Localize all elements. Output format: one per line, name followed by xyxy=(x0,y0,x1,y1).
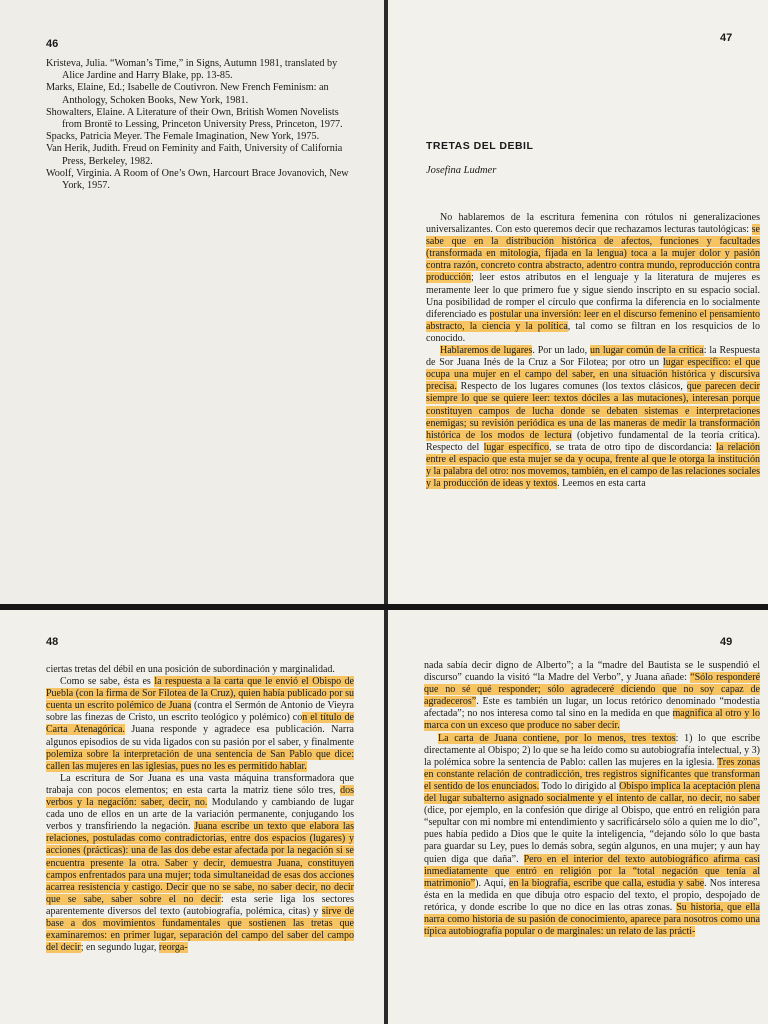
chapter-title: TRETAS DEL DEBIL xyxy=(426,140,534,152)
page-48 xyxy=(0,610,384,1024)
highlight: Juana escribe un texto que elabora las relaciones, postuladas como contradictorias, entre dos espacios (lugares) y acciones (prácticas): una de las dos debe estar afectada por la negación si se encuentra presente la otra. Saber y decir, demuestra Juana, constituyen campos enfrentados para una mujer; toda simultaneidad de esas dos acciones acarrea resistencia y castigo. Decir que no se sabe, no saber decir, no decir que se sabe, saber sobre el no decir xyxy=(46,821,354,905)
paragraph: La carta de Juana contiene, por lo menos, tres textos: 1) lo que escribe directamente al Obispo; 2) lo que se ha leído como su autobiografía intelectual, y 3) la polémica sobre la sentencia de Pablo: callen las mujeres en la iglesia. Tres zonas en constante relación de contradicción, tres registros significantes que transforman el sentido de los enunciados. Todo lo dirigido al Obispo implica la aceptación plena del lugar subalterno asignado socialmente y el intento de callar, no decir, no saber (dice, por ejemplo, en la confesión que dirige al Obispo, que entró en religión para “sepultar con mi nombre mi entendimiento y sacrificárselo sólo a quien me lo dio”, pues había pedido a Dios que le quite la inteligencia, “dejando sólo lo que basta para guardar su Ley, pues lo demás sobra, según algunos, en una mujer; y aun hay quien diga que daña”. Pero en el interior del texto autobiográfico afirma casi inmediatamente que entró en religión por la “total negación que tenía al matrimonio”). Aquí, en la biografía, escribe que calla, estudia y sabe. Nos interesa ésta en la medida en que dibuja otro espacio del texto, el propio, despojado de retórica, y donde escribe lo que no dice en las otras zonas. Su historia, que ella narra como historia de su pasión de conocimiento, aparece para nosotros como una típica autobiografía popular o de marginales: un relato de las prácti- xyxy=(424,732,761,938)
highlight: Su historia, que ella narra como historia de su pasión de conocimiento, aparece para nosotros como una típica autobiografía popular o de marginales: un relato de las prácti- xyxy=(424,901,760,938)
bibliography-entry: Van Herik, Judith. Freud on Feminity and Faith, University of California Press, Berkeley, 1982. xyxy=(46,143,343,167)
bibliography-entry: Marks, Elaine, Ed.; Isabelle de Coutivron. New French Feminism: an Anthology, Schoken Books, New York, 1981. xyxy=(46,82,329,106)
highlight: que parecen decir siempre lo que se quiere leer: textos dóciles a las mutaciones), interesan porque constituyen campos de lucha donde se debaten sistemas e interpretaciones enemigas; su revisión periódica es una de las maneras de medir la transformación histórica de los modos de lectura xyxy=(426,381,761,441)
highlight: n el título de Carta Atenagórica. xyxy=(46,712,354,736)
highlight: la respuesta a la carta que le envió el Obispo de Puebla (con la firma de Sor Filotea de la Cruz), quien había publicado por su cuenta un escrito polémico de Juana xyxy=(46,676,354,712)
highlight: toca a la mujer dolor y pasión contra razón, concreto contra abstracto, adentro contra mundo, reproducción contra producción xyxy=(426,248,760,284)
page-number: 46 xyxy=(46,38,59,50)
highlight: Obispo implica la aceptación plena del lugar subalterno asignado socialmente y el intento de callar, no decir, no saber xyxy=(424,780,761,805)
highlight: Hablaremos de lugares xyxy=(440,345,533,357)
highlight: sirve de base a dos movimientos fundamentales que sostienen las tretas que examinaremos: en primer lugar, separación del campo del saber del campo del decir xyxy=(46,905,354,954)
paragraph: Hablaremos de lugares. Por un lado, un lugar común de la crítica: la Respuesta de Sor Juana Inés de la Cruz a Sor Filotea; por otro un lugar específico: el que ocupa una mujer en el campo del saber, en una situación histórica y discursiva precisa. Respecto de los lugares comunes (los textos clásicos, que parecen decir siempre lo que se quiere leer: textos dóciles a las mutaciones), interesan porque constituyen campos de lucha donde se debaten sistemas e interpretaciones enemigas; su revisión periódica es una de las maneras de medir la transformación histórica de los modos de lectura (objetivo fundamental de la teoría crítica). Respecto del lugar específico, se trata de otro tipo de discordancia: la relación entre el espacio que esta mujer se da y ocupa, frente al que le otorga la institución y la palabra del otro: nos movemos, también, en el campo de las relaciones sociales y la producción de ideas y textos. Leemos en esta carta xyxy=(426,345,761,490)
page-number: 48 xyxy=(46,636,59,648)
page-46 xyxy=(0,0,384,604)
paragraph: No hablaremos de la escritura femenina con rótulos ni generalizaciones universalizantes. Con esto queremos decir que rechazamos lecturas tautológicas: se sabe que en la distribución histórica de afectos, funciones y facultades (transformada en mitología, fijada en la lengua) toca a la mujer dolor y pasión contra razón, concreto contra abstracto, adentro contra mundo, reproducción contra producción; leer estos atributos en el lenguaje y la literatura de mujeres es meramente leer lo que primero fue y sigue siendo inscripto en su espacio social. Una posibilidad de romper el círculo que confirma la diferencia en lo socialmente diferenciado es postular una inversión: leer en el discurso femenino el pensamiento abstracto, la ciencia y la política, tal como se filtran en los resquicios de lo conocido. xyxy=(426,212,760,344)
page-number: 49 xyxy=(720,636,733,648)
paragraph: La escritura de Sor Juana es una vasta máquina transformadora que trabaja con pocos elementos; en esta carta la matriz tiene sólo tres, dos verbos y la negación: saber, decir, no. Modulando y cambiando de lugar cada uno de ellos en un arte de la variación permanente, conjugando los verbos y transfiriendo la negación. Juana escribe un texto que elabora las relaciones, postuladas como contradictorias, entre dos espacios (lugares) y acciones (prácticas): una de las dos debe estar afectada por la negación si se encuentra presente la otra. Saber y decir, demuestra Juana, constituyen campos enfrentados para una mujer; toda simultaneidad de esas dos acciones acarrea resistencia y castigo. Decir que no se sabe, no saber decir, no decir que se sabe, saber sobre el no decir: esta serie liga los sectores aparentemente diversos del texto (autobiografía, polémica, citas) y sirve de base a dos movimientos fundamentales que sostienen las tretas que examinaremos: en primer lugar, separación del campo del saber del campo del decir; en segundo lugar, reorga- xyxy=(46,772,354,954)
page-47 xyxy=(388,0,768,604)
body-text xyxy=(426,212,760,490)
body-text xyxy=(424,660,760,938)
bibliography-entry: Showalters, Elaine. A Literature of their Own, British Women Novelists from Brontë to Lessing, Princeton University Press, Princeton, 1977. xyxy=(46,106,343,131)
bibliography-entry: Kristeva, Julia. “Woman’s Time,” in Signs, Autumn 1981, translated by Alice Jardine and Harry Blake, pp. 13-85. xyxy=(46,58,338,82)
highlight: “Sólo responderé que no sé qué responder; sólo agradeceré diciendo que no soy capaz de agradeceros” xyxy=(424,672,761,708)
highlight: lugar específico: el que ocupa una mujer en el campo del saber, en una situación histórica y discursiva precisa. xyxy=(426,357,760,393)
highlight: magnifica al otro y lo marca con un exceso que produce no saber decir. xyxy=(424,708,760,732)
highlight: postular una inversión: leer en el discurso femenino el pensamiento abstracto, la ciencia y la política xyxy=(426,308,760,332)
highlight: se sabe que en la distribución histórica de afectos, funciones y facultades (transformada en mitología, fijada en la lengua) xyxy=(426,224,760,260)
paragraph: nada sabía decir digno de Alberto”; a la “madre del Bautista se le suspendió el discurso” cuando la visitó “la Madre del Verbo”, y Juana añade: “Sólo responderé que no sé qué responder; sólo agradeceré diciendo que no soy capaz de agradeceros”. Este es también un lugar, un locus retórico denominado “modestia afectada”; no nos interesa como tal sino en la medida en que magnifica al otro y lo marca con un exceso que produce no saber decir. xyxy=(424,660,761,732)
highlight: La carta de Juana contiene, por lo menos, tres textos xyxy=(438,732,676,744)
bibliography-list xyxy=(46,58,354,192)
paragraph: ciertas tretas del débil en una posición de subordinación y marginalidad. xyxy=(46,664,335,675)
page-number: 47 xyxy=(720,32,733,44)
highlight: un lugar común de la crítica xyxy=(589,345,704,357)
highlight: lugar específico xyxy=(483,441,550,453)
bibliography-entry: Spacks, Patricia Meyer. The Female Imagination, New York, 1975. xyxy=(46,131,320,143)
highlight: la relación entre el espacio que esta mujer se da y ocupa, frente al que le otorga la institución y la palabra del otro: nos movemos, también, en el campo de las relaciones sociales y la producción de ideas y textos xyxy=(426,441,760,490)
highlight: reorga- xyxy=(158,942,188,954)
highlight: Pero en el interior del texto autobiográfico afirma casi inmediatamente que entró en religión por la “total negación que tenía al matrimonio” xyxy=(424,853,760,889)
body-text xyxy=(46,664,354,954)
bibliography-entry: Woolf, Virginia. A Room of One’s Own, Harcourt Brace Jovanovich, New York, 1957. xyxy=(46,167,349,192)
paragraph: Como se sabe, ésta es la respuesta a la carta que le envió el Obispo de Puebla (con la firma de Sor Filotea de la Cruz), quien había publicado por su cuenta un escrito polémico de Juana (contra el Sermón de Antonio de Vieyra sobre las finezas de Cristo, un escrito teológico y polémico) con el título de Carta Atenagórica. Juana responde y agradece esa publicación. Narra algunos episodios de su vida ligados con su pasión por el saber, y finalmente polemiza sobre la interpretación de una sentencia de San Pablo que dice: callen las mujeres en las iglesias, pues no les es permitido hablar. xyxy=(46,676,354,772)
page-49 xyxy=(388,610,768,1024)
highlight: en la biografía, escribe que calla, estudia y sabe xyxy=(509,877,705,889)
chapter-author: Josefina Ludmer xyxy=(426,165,497,176)
highlight: dos verbos y la negación: saber, decir, no. xyxy=(46,784,354,809)
highlight: polemiza sobre la interpretación de una sentencia de San Pablo que dice: callen las mujeres en las iglesias, pues no les es permitido hablar. xyxy=(46,748,354,772)
highlight: Tres zonas en constante relación de contradicción, tres registros significantes que transforman el sentido de los enunciados. xyxy=(424,756,760,792)
